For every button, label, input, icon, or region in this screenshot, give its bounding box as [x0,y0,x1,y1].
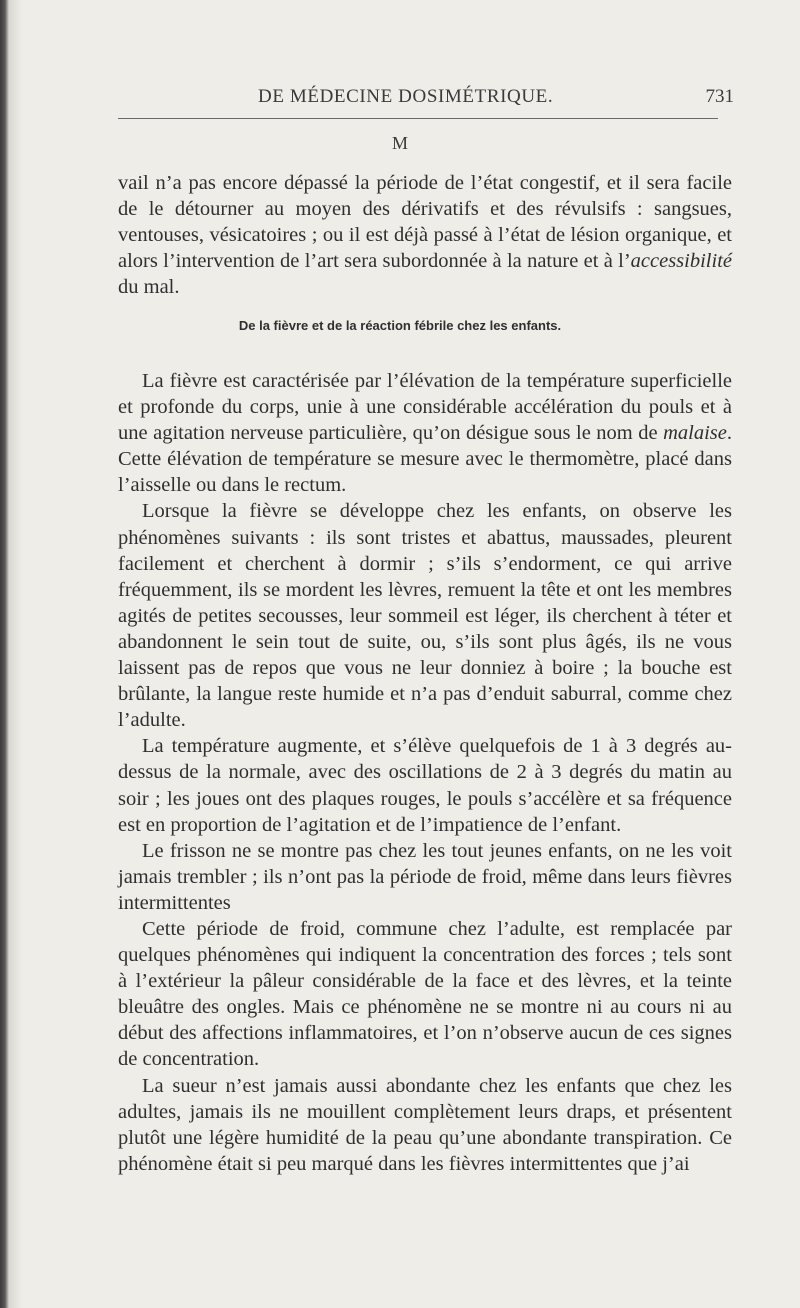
paragraph-1-start: La fièvre est caractérisée par l’élévation de la température superficielle et profonde du corps, unie à une considérable accélération du pouls et à une agitation nerveuse particulière, qu’on désigue sous le nom de [118,370,732,445]
paragraph-shivering: Le frisson ne se montre pas chez les tout jeunes enfants, on ne les voit jamais trembler ; ils n’ont pas la période de froid, même dans leurs fièvres intermittentes [118,839,732,914]
section-heading: De la fièvre et de la réaction fébrile chez les enfants. [238,318,562,333]
continuation-text-end: du mal. [118,276,180,299]
paragraph-sweat: La sueur n’est jamais aussi abondante chez les enfants que chez les adultes, jamais ils ne mouillent complètement leurs draps, et présentent plutôt une légère humidité de la peau qu’une abondante transpiration. Ce phénomène était si peu marqué dans les fièvres intermittentes que j’ai [118,1074,732,1175]
header-rule [118,118,718,119]
running-title: DE MÉDECINE DOSIMÉTRIQUE. [258,86,554,107]
paragraph-temperature: La température augmente, et s’élève quelquefois de 1 à 3 degrés au-dessus de la normale, avec des oscillations de 2 à 3 degrés du matin au soir ; les joues ont des plaques rouges, le pouls s’accélère et sa fréquence est en proportion de l’agitation et de l’impatience de l’enfant. [118,735,732,836]
section-body [118,368,732,1177]
paragraph-symptoms: Lorsque la fièvre se développe chez les enfants, on observe les phénomènes suivants : ils sont tristes et abattus, maussades, pleurent facilement et cherchent à dormir ; s’ils s’endorment, ce qui arrive fréquemment, ils se mordent les lèvres, remuent la tête et ont les membres agités de petites secousses, leur sommeil est léger, ils cherchent à téter et abandonnent le sein tout de suite, ou, s’ils sont plus âgés, ils ne vous laissent pas de repos que vous ne leur donniez à boire ; la bouche est brûlante, la langue reste humide et n’a pas d’enduit saburral, comme chez l’adulte. [118,500,732,732]
continuation-text-start: vail n’a pas encore dépassé la période de l’état congestif, et il sera facile de le détourner au moyen des dérivatifs et des révulsifs : sangsues, ventouses, vésicatoires ; ou il est déjà passé à l’état de lésion organique, et alors l’intervention de l’art sera subordonnée à la nature et à l’ [118,172,732,273]
paragraph-cold-period: Cette période de froid, commune chez l’adulte, est remplacée par quelques phénomènes qui indiquent la concentration des forces ; tels sont à l’extérieur la pâleur considérable de la face et des lèvres, et la teinte bleuâtre des ongles. Mais ce phénomène ne se montre ni au cours ni au début des affections inflammatoires, et l’on n’observe aucun de ces signes de concentration. [118,917,732,1071]
paragraph-1-end: . Cette élévation de température se mesure avec le thermomètre, placé dans l’aisselle ou dans le rectum. [118,422,732,497]
continuation-paragraph [118,170,732,300]
paragraph-1-emphasis: malaise [663,422,727,445]
running-header [236,86,734,112]
continuation-text [118,170,732,300]
page-number: 731 [705,86,734,107]
continuation-emphasis: accessibilité [630,250,732,273]
paragraph-definition [118,368,732,498]
signature-mark: M [391,133,408,153]
